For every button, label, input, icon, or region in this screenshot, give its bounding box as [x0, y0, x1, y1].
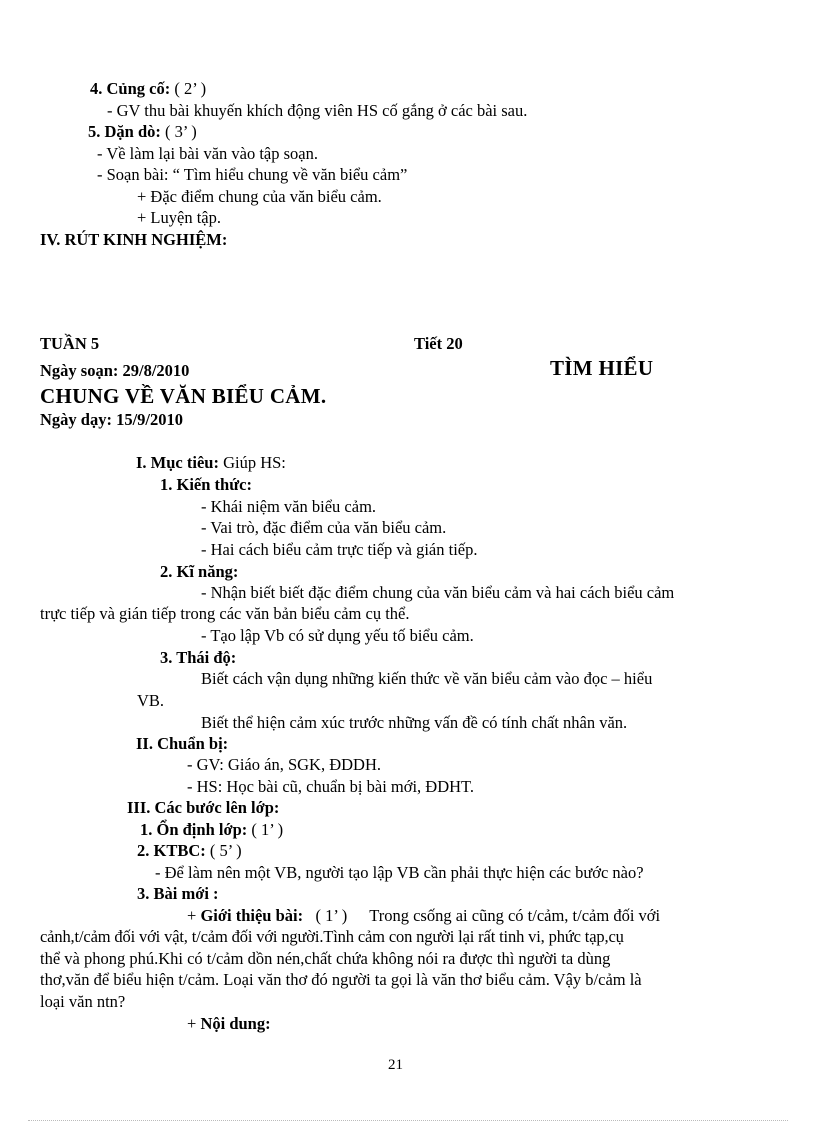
- step2-heading: 2. KTBC:: [137, 841, 206, 860]
- step1-heading: 1. Ổn định lớp:: [140, 820, 248, 839]
- sec5-time: ( 3’ ): [160, 122, 197, 141]
- intro-text-3: thể và phong phú.Khi có t/cảm dồn nén,chất chứa không nói ra được thì người ta dùng: [40, 949, 611, 968]
- step2-time: ( 5’ ): [205, 841, 242, 860]
- content-label: Nội dung:: [200, 1014, 271, 1033]
- prep-gv: - GV: Giáo án, SGK, ĐDDH.: [187, 755, 382, 774]
- intro-prefix: +: [187, 906, 201, 925]
- attitude-item-1b: VB.: [137, 691, 165, 710]
- page-number: 21: [388, 1057, 403, 1073]
- sec5-line3: + Đặc điểm chung của văn biểu cảm.: [137, 187, 382, 206]
- intro-time: ( 1’ ): [303, 906, 348, 925]
- step3-heading: 3. Bài mới :: [137, 884, 219, 903]
- steps-heading: III. Các bước lên lớp:: [127, 798, 280, 817]
- intro-text-2: cảnh,t/cảm đối với vật, t/cảm đối với người.Tình cảm con người lại rất tinh vi, phức tạp,cụ: [40, 927, 624, 946]
- objectives-heading-line: [136, 453, 286, 473]
- week-label: TUẦN 5: [40, 334, 100, 353]
- prep-heading: II. Chuẩn bị:: [136, 734, 229, 753]
- objectives-heading-rest: Giúp HS:: [218, 453, 286, 472]
- sec5-heading: 5. Dặn dò:: [88, 122, 161, 141]
- period-label: Tiết 20: [414, 334, 463, 353]
- knowledge-item-3: - Hai cách biểu cảm trực tiếp và gián tiếp.: [201, 540, 478, 559]
- sec5-line4: + Luyện tập.: [137, 208, 221, 227]
- attitude-item-2: Biết thể hiện cảm xúc trước những vấn đề có tính chất nhân văn.: [201, 713, 628, 732]
- prep-hs: - HS: Học bài cũ, chuẩn bị bài mới, ĐDHT.: [187, 777, 475, 796]
- sec4-heading-line: [90, 79, 206, 99]
- intro-text-4: thơ,văn để biểu hiện t/cảm. Loại văn thơ đó người ta gọi là văn thơ biểu cảm. Vậy b/cảm là: [40, 970, 642, 989]
- step1-time: ( 1’ ): [247, 820, 284, 839]
- lesson-title-part2: CHUNG VỀ VĂN BIỂU CẢM.: [40, 384, 327, 408]
- content-line: [187, 1014, 271, 1034]
- prep-date: Ngày soạn: 29/8/2010: [40, 361, 190, 380]
- sec4-time: ( 2’ ): [170, 79, 207, 98]
- step2-question: - Để làm nên một VB, người tạo lập VB cần phải thực hiện các bước nào?: [155, 863, 644, 882]
- intro-text-1: Trong csống ai cũng có t/cảm, t/cảm đối với: [369, 906, 661, 925]
- step1-line: [140, 820, 283, 840]
- step2-line: [137, 841, 242, 861]
- intro-line1: [187, 906, 660, 926]
- objectives-heading: I. Mục tiêu:: [136, 453, 219, 472]
- sec5-line1: - Về làm lại bài văn vào tập soạn.: [97, 144, 319, 163]
- intro-text-5: loại văn ntn?: [40, 992, 126, 1011]
- sec4-heading: 4. Củng cố:: [90, 79, 171, 98]
- sec5-line2: - Soạn bài: “ Tìm hiểu chung về văn biểu cảm”: [97, 165, 408, 184]
- knowledge-item-1: - Khái niệm văn biểu cảm.: [201, 497, 377, 516]
- sec4-line1: - GV thu bài khuyến khích động viên HS cố gắng ở các bài sau.: [107, 101, 528, 120]
- intro-label: Giới thiệu bài:: [200, 906, 304, 925]
- attitude-heading: 3. Thái độ:: [160, 648, 237, 667]
- lesson-title-part1: TÌM HIỂU: [550, 356, 654, 380]
- skills-item-2: - Tạo lập Vb có sử dụng yếu tố biểu cảm.: [201, 626, 474, 645]
- sec5-heading-line: [88, 122, 197, 142]
- content-prefix: +: [187, 1014, 201, 1033]
- teach-date: Ngày dạy: 15/9/2010: [40, 410, 184, 429]
- page-bottom-divider: [28, 1120, 788, 1121]
- knowledge-item-2: - Vai trò, đặc điểm của văn biểu cảm.: [201, 518, 447, 537]
- attitude-item-1a: Biết cách vận dụng những kiến thức về văn biểu cảm vào đọc – hiểu: [201, 669, 653, 688]
- skills-item-1b: trực tiếp và gián tiếp trong các văn bản biểu cảm cụ thể.: [40, 604, 410, 623]
- skills-item-1a: - Nhận biết biết đặc điểm chung của văn biểu cảm và hai cách biểu cảm: [201, 583, 675, 602]
- rkn-heading: IV. RÚT KINH NGHIỆM:: [40, 230, 228, 249]
- skills-heading: 2. Kĩ năng:: [160, 562, 239, 581]
- knowledge-heading: 1. Kiến thức:: [160, 475, 252, 494]
